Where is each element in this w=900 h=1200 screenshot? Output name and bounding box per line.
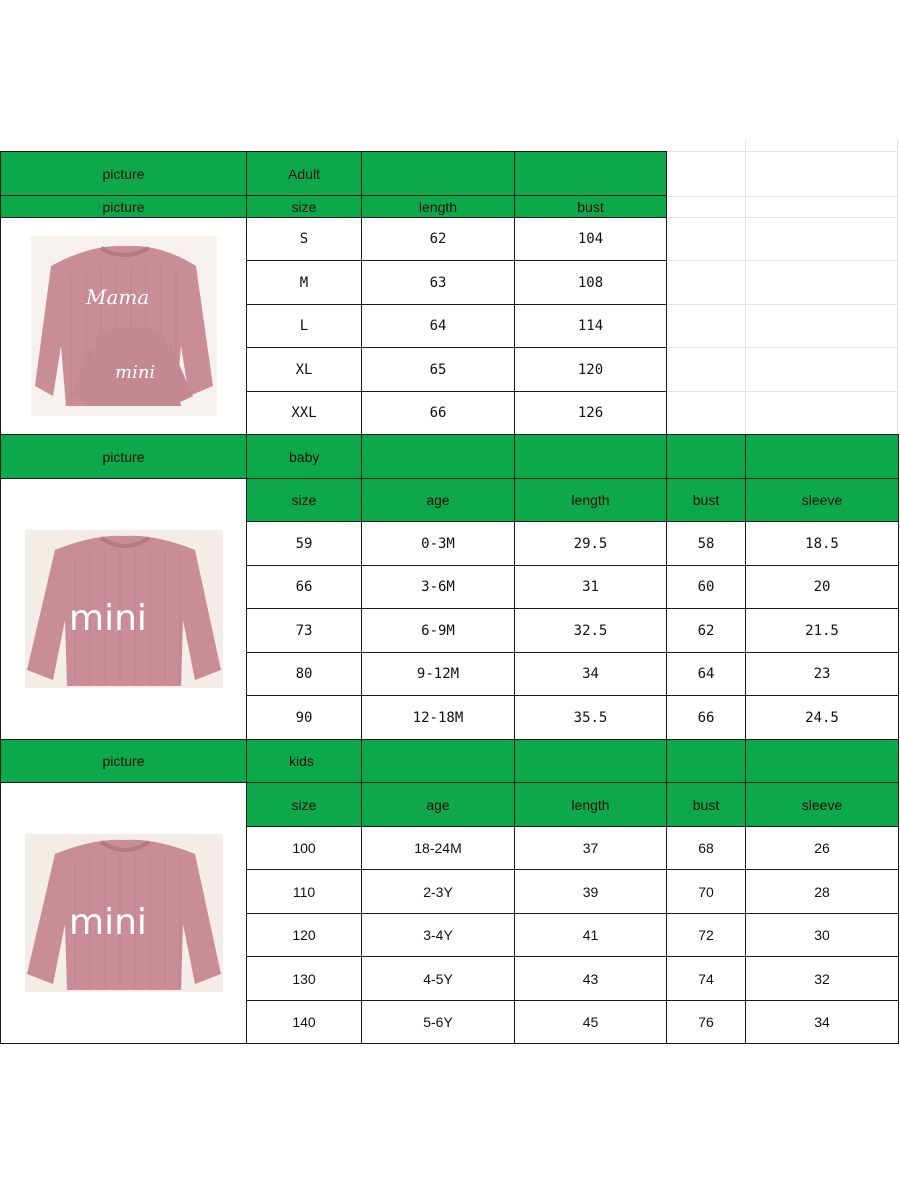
- adult-length: 63: [362, 261, 515, 305]
- header-cell: [362, 435, 515, 479]
- kids-bust: 68: [667, 827, 746, 870]
- kids-sleeve-header: sleeve: [746, 783, 899, 827]
- mini-embroidery: mini: [114, 362, 155, 383]
- kids-age-header: age: [362, 783, 515, 827]
- header-cell: [362, 152, 515, 196]
- kids-age: 5-6Y: [362, 1001, 515, 1044]
- baby-bust: 62: [667, 609, 746, 653]
- baby-sleeve: 24.5: [746, 696, 899, 740]
- kids-sleeve: 28: [746, 870, 899, 914]
- baby-size: 80: [247, 653, 362, 696]
- kids-age: 18-24M: [362, 827, 515, 870]
- baby-size-header: size: [247, 479, 362, 522]
- baby-age: 3-6M: [362, 566, 515, 609]
- header-cell: [667, 740, 746, 783]
- kids-size: 110: [247, 870, 362, 914]
- baby-length: 29.5: [515, 522, 667, 566]
- mini-embroidery: mini: [68, 598, 147, 639]
- adult-length: 64: [362, 305, 515, 348]
- adult-length: 65: [362, 348, 515, 392]
- baby-length: 32.5: [515, 609, 667, 653]
- header-cell: [515, 435, 667, 479]
- adult-group-label: Adult: [247, 152, 362, 196]
- kids-sleeve: 26: [746, 827, 899, 870]
- baby-size: 59: [247, 522, 362, 566]
- header-cell: [746, 435, 899, 479]
- baby-age: 12-18M: [362, 696, 515, 740]
- baby-bust: 66: [667, 696, 746, 740]
- adult-length-header: length: [362, 196, 515, 218]
- kids-size-header: size: [247, 783, 362, 827]
- kids-sleeve: 32: [746, 957, 899, 1001]
- baby-sleeve-header: sleeve: [746, 479, 899, 522]
- kids-group-label: kids: [247, 740, 362, 783]
- header-cell: [515, 152, 667, 196]
- baby-bust: 60: [667, 566, 746, 609]
- adult-size: XL: [247, 348, 362, 392]
- baby-length: 31: [515, 566, 667, 609]
- kids-length: 41: [515, 914, 667, 957]
- baby-picture-header: picture: [1, 435, 247, 479]
- baby-age: 0-3M: [362, 522, 515, 566]
- kids-picture-header: picture: [1, 740, 247, 783]
- header-cell: [515, 740, 667, 783]
- baby-size: 90: [247, 696, 362, 740]
- size-chart-table: [0, 151, 899, 1044]
- kids-size: 140: [247, 1001, 362, 1044]
- kids-size: 120: [247, 914, 362, 957]
- adult-bust: 120: [515, 348, 667, 392]
- baby-sleeve: 20: [746, 566, 899, 609]
- adult-size: L: [247, 305, 362, 348]
- baby-size: 66: [247, 566, 362, 609]
- kids-size: 100: [247, 827, 362, 870]
- baby-age: 9-12M: [362, 653, 515, 696]
- baby-bust: 64: [667, 653, 746, 696]
- baby-size: 73: [247, 609, 362, 653]
- kids-bust: 70: [667, 870, 746, 914]
- kids-sleeve: 30: [746, 914, 899, 957]
- adult-picture-subheader: picture: [1, 196, 247, 218]
- baby-bust-header: bust: [667, 479, 746, 522]
- kids-sweater-photo: [25, 834, 223, 992]
- adult-size-header: size: [247, 196, 362, 218]
- baby-bust: 58: [667, 522, 746, 566]
- adult-length: 62: [362, 218, 515, 261]
- adult-picture-header: picture: [1, 152, 247, 196]
- adult-bust-header: bust: [515, 196, 667, 218]
- adult-bust: 126: [515, 392, 667, 435]
- kids-bust-header: bust: [667, 783, 746, 827]
- header-cell: [746, 740, 899, 783]
- baby-length: 35.5: [515, 696, 667, 740]
- mini-embroidery: mini: [68, 902, 147, 943]
- baby-group-label: baby: [247, 435, 362, 479]
- mama-embroidery: Mama: [85, 285, 149, 309]
- kids-bust: 72: [667, 914, 746, 957]
- baby-length: 34: [515, 653, 667, 696]
- header-cell: [667, 435, 746, 479]
- kids-age: 2-3Y: [362, 870, 515, 914]
- baby-age-header: age: [362, 479, 515, 522]
- baby-sweater-photo: [25, 530, 223, 688]
- adult-bust: 104: [515, 218, 667, 261]
- adult-size: XXL: [247, 392, 362, 435]
- kids-length: 37: [515, 827, 667, 870]
- header-cell: [362, 740, 515, 783]
- baby-photo-cell: [1, 479, 247, 740]
- baby-sleeve: 21.5: [746, 609, 899, 653]
- kids-bust: 74: [667, 957, 746, 1001]
- baby-sleeve: 18.5: [746, 522, 899, 566]
- kids-photo-cell: [1, 783, 247, 1044]
- kids-length-header: length: [515, 783, 667, 827]
- kids-age: 3-4Y: [362, 914, 515, 957]
- adult-length: 66: [362, 392, 515, 435]
- adult-bust: 108: [515, 261, 667, 305]
- adult-bust: 114: [515, 305, 667, 348]
- adult-sweater-photo: [31, 236, 217, 416]
- baby-age: 6-9M: [362, 609, 515, 653]
- kids-size: 130: [247, 957, 362, 1001]
- adult-size: M: [247, 261, 362, 305]
- kids-length: 45: [515, 1001, 667, 1044]
- kids-length: 43: [515, 957, 667, 1001]
- kids-sleeve: 34: [746, 1001, 899, 1044]
- kids-age: 4-5Y: [362, 957, 515, 1001]
- kids-bust: 76: [667, 1001, 746, 1044]
- adult-photo-cell: [1, 218, 247, 435]
- baby-length-header: length: [515, 479, 667, 522]
- kids-length: 39: [515, 870, 667, 914]
- baby-sleeve: 23: [746, 653, 899, 696]
- adult-size: S: [247, 218, 362, 261]
